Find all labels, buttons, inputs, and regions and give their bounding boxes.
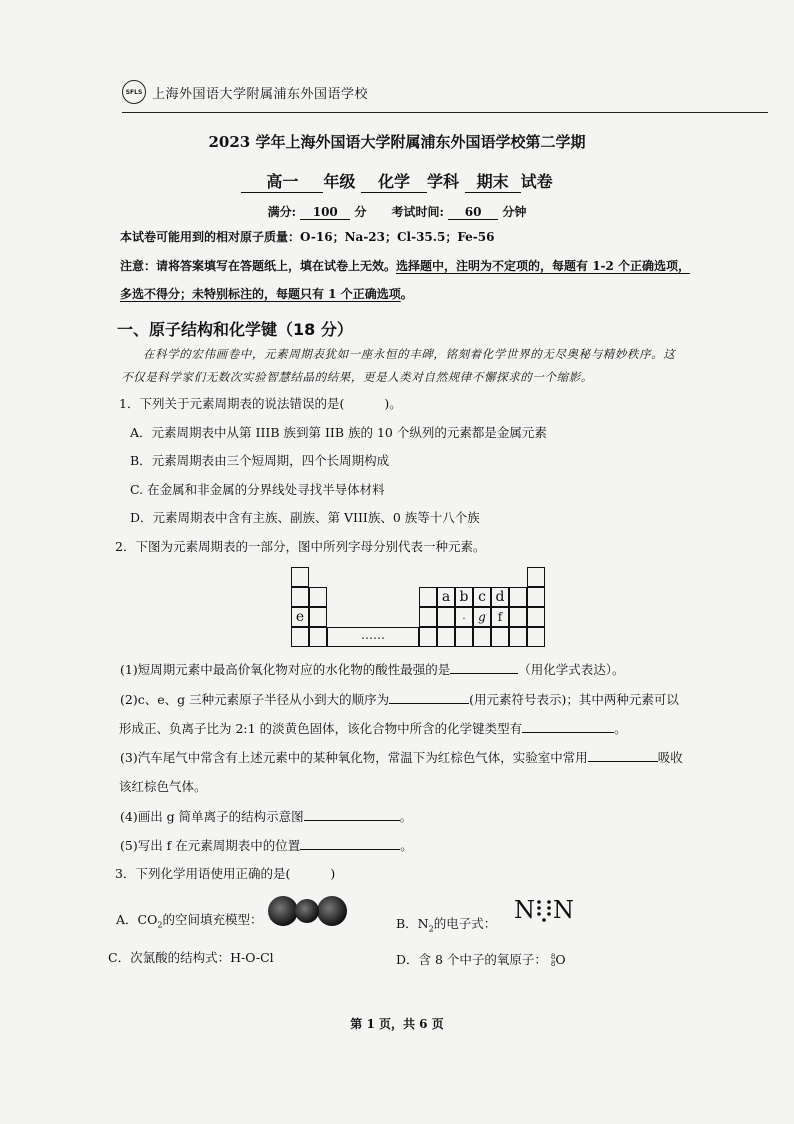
pt-cell-c: c — [473, 587, 491, 607]
time-label: 考试时间: — [391, 205, 444, 219]
q2-p3-text-b: 吸收 — [657, 750, 683, 765]
q1-option-c: C. 在金属和非金属的分界线处寻找半导体材料 — [130, 482, 385, 497]
pt-cell — [455, 627, 473, 647]
q2-part-4 — [120, 809, 412, 824]
full-score-unit: 分 — [354, 205, 367, 219]
subject-label: 学科 — [426, 172, 459, 191]
intro-line-1: 在科学的宏伟画卷中，元素周期表犹如一座永恒的丰碑，铭刻着化学世界的无尽奥秘与精妙秩序。这 — [143, 347, 676, 361]
exam-meta — [0, 203, 794, 220]
pt-cell — [527, 567, 545, 587]
q2-p4-blank — [304, 809, 400, 821]
notice-underlined-1: 选择题中，注明为不定项的，每题有 1-2 个正确选项， — [396, 259, 691, 273]
q2-p2-blank-2 — [522, 721, 614, 733]
pt-cell — [309, 587, 327, 607]
q2-p4-end: 。 — [399, 809, 413, 824]
q2-p3-blank — [588, 750, 658, 762]
exam-title: 2023 学年上海外国语大学附属浦东外国语学校第二学期 — [208, 133, 586, 151]
pt-cell — [527, 607, 545, 627]
time-unit: 分钟 — [502, 205, 527, 219]
pt-cell — [509, 607, 527, 627]
q2-p2-blank-1 — [389, 692, 469, 704]
q3-a-text: 的空间填充模型： — [162, 912, 263, 927]
q3-b-sub: 2 — [428, 924, 434, 934]
q2-p3-text: (3)汽车尾气中常含有上述元素中的某种氧化物，常温下为红棕色气体，实验室中常用 — [120, 750, 588, 765]
q3-a-sub: 2 — [157, 920, 163, 930]
pt-cell — [291, 567, 309, 587]
intro-line-2: 不仅是科学家们无数次实验智慧结晶的结果，更是人类对自然规律不懈探求的一个缩影。 — [121, 370, 593, 384]
oxygen-symbol: O — [555, 952, 566, 967]
q2-stem: 2．下图为元素周期表的一部分，图中所列字母分别代表一种元素。 — [115, 539, 486, 554]
q3-option-a — [116, 912, 262, 930]
pt-cell-g: g — [473, 607, 491, 627]
q2-part-2 — [120, 692, 679, 707]
q2-part-1 — [120, 662, 624, 677]
q2-p4-text: (4)画出 g 简单离子的结构示意图 — [120, 809, 304, 824]
notice-line-2 — [120, 287, 413, 301]
q2-part-5 — [120, 838, 413, 853]
school-logo: SFLS — [122, 80, 146, 104]
q3-option-b — [396, 916, 496, 934]
periodic-table-fragment — [291, 567, 547, 647]
pt-cell — [473, 627, 491, 647]
pt-cell-d: d — [491, 587, 509, 607]
exam-value: 期末 — [465, 169, 521, 193]
atomic-masses: 本试卷可能用到的相对原子质量：O-16；Na-23；Cl-35.5；Fe-56 — [120, 230, 495, 244]
q3-b-text: 的电子式： — [433, 916, 497, 931]
q3-stem — [115, 866, 335, 881]
pt-cell — [309, 607, 327, 627]
q2-p1-text: (1)短周期元素中最高价氧化物对应的水化物的酸性最强的是 — [120, 662, 451, 677]
pt-cell — [437, 627, 455, 647]
pt-cell — [419, 627, 437, 647]
notice-underlined-2: 多选不得分；未特别标注的，每题只有 1 个正确选项 — [120, 287, 401, 301]
q3-d-text: D．含 8 个中子的氧原子： — [396, 952, 547, 967]
pt-cell — [309, 627, 327, 647]
n2-left-atom: N — [514, 896, 535, 924]
q2-p5-blank — [300, 838, 400, 850]
q1-option-d: D．元素周期表中含有主族、副族、第 VIII族、0 族等十八个族 — [130, 510, 480, 525]
pt-cell — [419, 587, 437, 607]
q1-stem-close: )。 — [384, 396, 402, 411]
subject-value: 化学 — [361, 169, 427, 193]
pt-cell-small-dot: . — [455, 607, 473, 627]
oxygen-atom — [317, 896, 347, 926]
full-score-label: 满分: — [267, 205, 297, 219]
q3-stem-text: 3．下列化学用语使用正确的是( — [115, 866, 291, 881]
exam-subtitle — [0, 169, 794, 193]
pt-cell-b: b — [455, 587, 473, 607]
atomic-number: 8 — [550, 959, 556, 968]
q2-p2-text-c: 形成正、负离子比为 2:1 的淡黄色固体，该化合物中所含的化学键类型有 — [119, 721, 523, 736]
co2-space-filling-model — [266, 894, 350, 928]
electron-dots-icon — [535, 897, 553, 923]
time-value: 60 — [448, 205, 498, 220]
pt-cell — [437, 607, 455, 627]
n2-electron-formula — [514, 896, 574, 924]
q2-p5-text: (5)写出 f 在元素周期表中的位置 — [120, 838, 301, 853]
n2-right-atom: N — [553, 896, 574, 924]
q2-p2-text-b: (用元素符号表示)；其中两种元素可以 — [469, 692, 679, 707]
grade-label: 年级 — [323, 172, 356, 191]
q2-p2-end: 。 — [614, 721, 627, 736]
page-footer: 第 1 页，共 6 页 — [350, 1017, 444, 1031]
q3-option-d — [396, 952, 566, 968]
q1-option-a: A．元素周期表中从第 IIIB 族到第 IIB 族的 10 个纵列的元素都是金属元素 — [130, 425, 547, 440]
pt-cell-e: e — [291, 607, 309, 627]
q2-part-3 — [120, 750, 683, 765]
pt-cell-f: f — [491, 607, 509, 627]
q1-stem — [119, 396, 402, 411]
q2-part-2-cont — [119, 721, 627, 736]
school-name: 上海外国语大学附属浦东外国语学校 — [152, 86, 369, 102]
pt-cell — [491, 627, 509, 647]
section-1-heading: 一、原子结构和化学键（18 分） — [117, 320, 353, 339]
pt-cell — [527, 627, 545, 647]
pt-cell — [527, 587, 545, 607]
notice-end: 。 — [400, 287, 413, 301]
pt-transition-block: …… — [327, 627, 419, 647]
q2-p1-blank — [450, 662, 518, 674]
notice-line-1 — [120, 259, 690, 273]
q2-part-3-cont: 该红棕色气体。 — [119, 779, 207, 794]
notice-prefix: 注意：请将答案填写在答题纸上，填在试卷上无效。 — [120, 259, 397, 273]
q3-a-prefix: A．CO — [116, 912, 158, 927]
carbon-atom — [295, 899, 319, 923]
school-header — [122, 80, 368, 104]
q2-p2-text: (2)c、e、g 三种元素原子半径从小到大的顺序为 — [120, 692, 390, 707]
q3-b-prefix: B．N — [396, 916, 429, 931]
pt-cell-a: a — [437, 587, 455, 607]
pt-cell — [291, 587, 309, 607]
full-score-value: 100 — [300, 205, 350, 220]
header-divider — [122, 112, 768, 113]
oxygen-atom — [268, 896, 298, 926]
q1-stem-text: 1．下列关于元素周期表的说法错误的是( — [119, 396, 345, 411]
q1-option-b: B．元素周期表由三个短周期，四个长周期构成 — [130, 453, 390, 468]
q3-stem-close: ) — [330, 866, 336, 881]
q2-p1-suffix: （用化学式表达）。 — [518, 662, 625, 677]
q2-p5-end: 。 — [400, 838, 413, 853]
mass-number: 8 — [550, 952, 556, 961]
exam-label: 试卷 — [520, 172, 553, 191]
pt-cell — [291, 627, 309, 647]
pt-cell — [509, 627, 527, 647]
grade-value: 高一 — [241, 169, 323, 193]
q3-option-c: C．次氯酸的结构式：H-O-Cl — [108, 950, 274, 965]
pt-cell — [509, 587, 527, 607]
pt-cell — [419, 607, 437, 627]
